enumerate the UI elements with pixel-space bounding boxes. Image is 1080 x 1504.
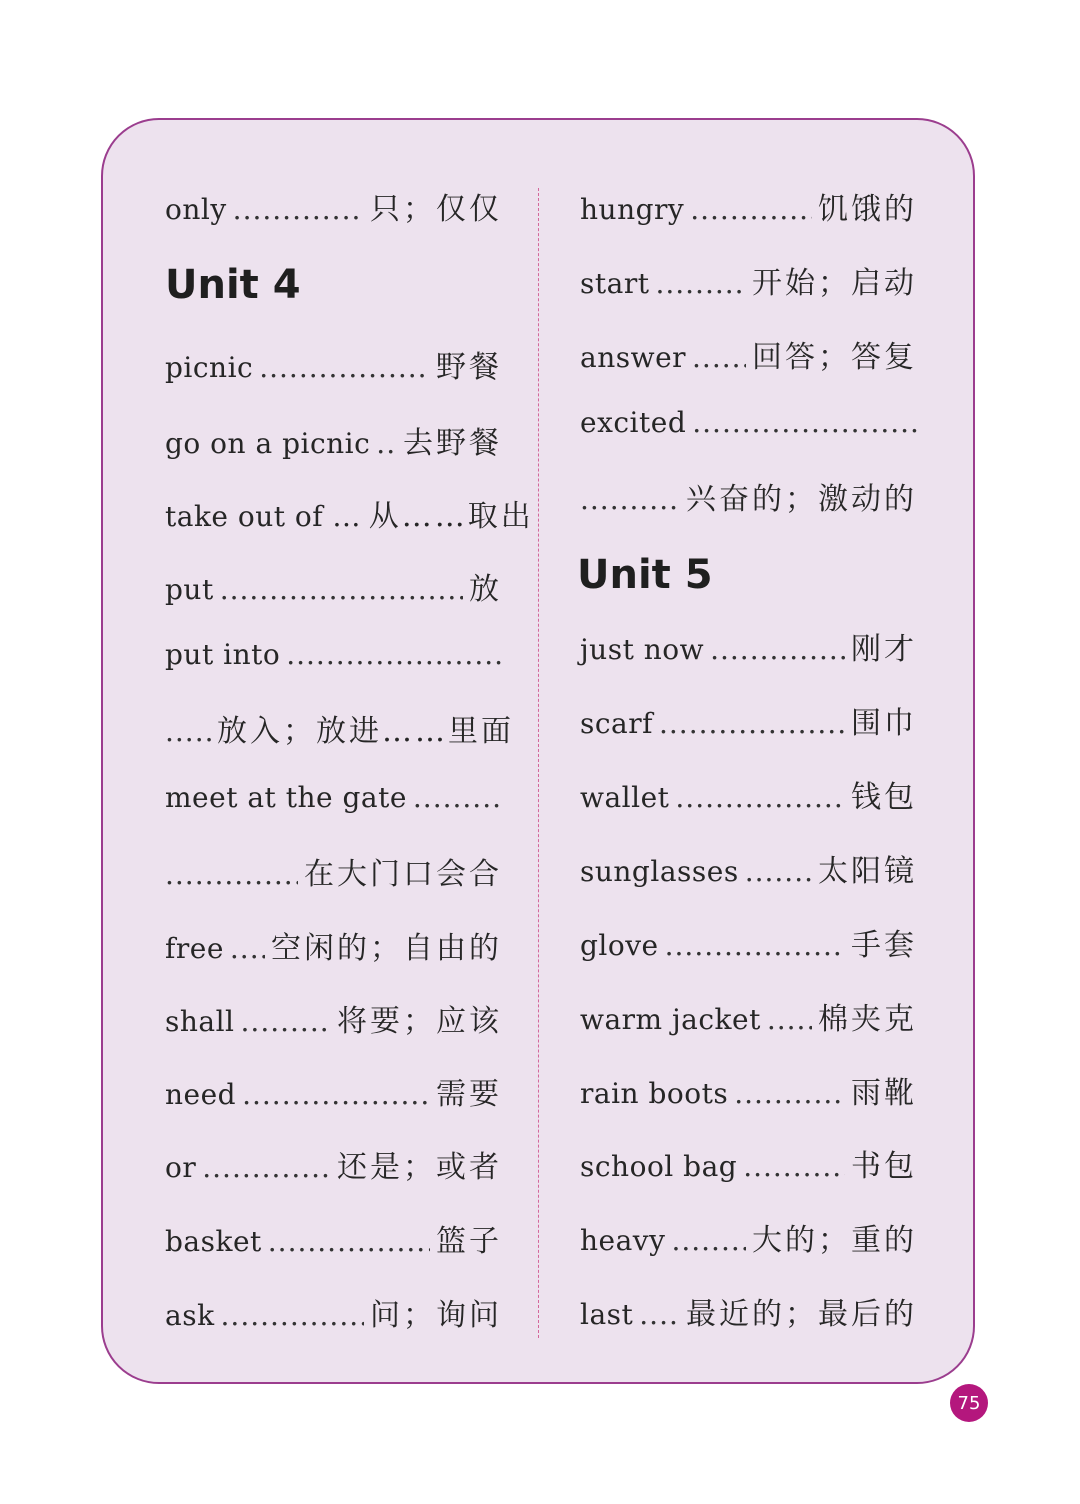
entry-chinese: 手套 bbox=[851, 928, 917, 963]
entry-chinese: 还是；或者 bbox=[337, 1150, 502, 1185]
entry-english: only bbox=[165, 193, 227, 226]
vocab-entry-continued bbox=[580, 474, 917, 518]
leader-dots bbox=[165, 715, 211, 748]
entry-chinese: 去野餐 bbox=[403, 426, 502, 461]
vocab-entry bbox=[165, 564, 502, 608]
entry-english: hungry bbox=[580, 193, 685, 226]
entry-english: put bbox=[165, 573, 214, 606]
entry-chinese: 在大门口会合 bbox=[304, 857, 502, 892]
leader-dots bbox=[659, 707, 845, 740]
unit-heading: Unit 5 bbox=[577, 552, 713, 598]
entry-english: ask bbox=[165, 1299, 215, 1332]
entry-chinese: 问；询问 bbox=[370, 1298, 502, 1333]
leader-dots bbox=[165, 858, 298, 891]
leader-dots bbox=[202, 1151, 331, 1184]
entry-english: scarf bbox=[580, 707, 653, 740]
leader-dots bbox=[671, 1224, 746, 1257]
entry-english: put into bbox=[165, 638, 281, 671]
leader-dots bbox=[268, 1225, 430, 1258]
vocab-entry bbox=[580, 184, 917, 228]
vocab-entry bbox=[165, 491, 534, 535]
entry-chinese: 放 bbox=[469, 572, 502, 607]
entry-chinese: 大的；重的 bbox=[752, 1223, 917, 1258]
entry-english: need bbox=[165, 1078, 237, 1111]
vocab-entry bbox=[580, 920, 917, 964]
vocab-entry bbox=[165, 996, 502, 1040]
entry-chinese: 雨靴 bbox=[851, 1076, 917, 1111]
leader-dots bbox=[655, 267, 746, 300]
vocab-entry bbox=[165, 418, 502, 462]
vocab-entry bbox=[580, 994, 917, 1038]
vocab-entry bbox=[165, 1142, 502, 1186]
entry-english: start bbox=[580, 267, 650, 300]
vocab-entry bbox=[580, 258, 917, 302]
entry-english: wallet bbox=[580, 781, 670, 814]
entry-chinese: 开始；启动 bbox=[752, 266, 917, 301]
vocab-entry bbox=[580, 332, 917, 376]
leader-dots bbox=[233, 193, 364, 226]
vocab-entry bbox=[580, 1289, 917, 1333]
entry-english: warm jacket bbox=[580, 1003, 761, 1036]
leader-dots bbox=[230, 932, 265, 965]
unit-heading: Unit 4 bbox=[165, 262, 301, 308]
leader-dots bbox=[413, 781, 502, 814]
leader-dots bbox=[665, 929, 845, 962]
leader-dots bbox=[690, 193, 812, 226]
entry-chinese: 篮子 bbox=[436, 1224, 502, 1259]
leader-dots bbox=[692, 406, 917, 439]
leader-dots bbox=[692, 341, 746, 374]
vocab-entry bbox=[165, 1069, 502, 1113]
entry-english: just now bbox=[580, 633, 705, 666]
leader-dots bbox=[259, 351, 430, 384]
vocab-entry bbox=[165, 638, 502, 682]
entry-english: or bbox=[165, 1151, 197, 1184]
entry-chinese: 刚才 bbox=[851, 632, 917, 667]
leader-dots bbox=[221, 1299, 364, 1332]
entry-chinese: 围巾 bbox=[851, 706, 917, 741]
entry-chinese: 回答；答复 bbox=[752, 340, 917, 375]
entry-chinese: 需要 bbox=[436, 1077, 502, 1112]
entry-chinese: 从……取出 bbox=[368, 499, 534, 534]
entry-chinese: 将要；应该 bbox=[337, 1004, 502, 1039]
leader-dots bbox=[286, 638, 502, 671]
entry-chinese: 野餐 bbox=[436, 350, 502, 385]
entry-chinese: 太阳镜 bbox=[818, 854, 917, 889]
leader-dots bbox=[639, 1298, 680, 1331]
entry-english: rain boots bbox=[580, 1077, 729, 1110]
entry-english: glove bbox=[580, 929, 659, 962]
entry-english: shall bbox=[165, 1005, 235, 1038]
leader-dots bbox=[743, 1150, 845, 1183]
leader-dots bbox=[376, 427, 397, 460]
vocab-entry bbox=[580, 846, 917, 890]
leader-dots bbox=[220, 573, 463, 606]
vocab-entry bbox=[580, 772, 917, 816]
leader-dots bbox=[675, 781, 845, 814]
vocab-entry bbox=[580, 406, 917, 450]
leader-dots bbox=[710, 633, 845, 666]
vocab-entry bbox=[580, 1068, 917, 1112]
vocab-entry bbox=[165, 342, 502, 386]
entry-chinese: 空闲的；自由的 bbox=[271, 931, 502, 966]
leader-dots bbox=[241, 1005, 331, 1038]
entry-english: basket bbox=[165, 1225, 262, 1258]
entry-english: go on a picnic bbox=[165, 427, 371, 460]
vocab-entry bbox=[165, 1216, 502, 1260]
entry-english: excited bbox=[580, 406, 687, 439]
entry-chinese: 只；仅仅 bbox=[370, 192, 502, 227]
entry-english: last bbox=[580, 1298, 634, 1331]
vocab-entry bbox=[165, 781, 502, 825]
vocab-entry bbox=[580, 698, 917, 742]
leader-dots bbox=[745, 855, 812, 888]
entry-english: take out of ... bbox=[165, 500, 361, 533]
leader-dots bbox=[580, 483, 680, 516]
vocab-entry bbox=[580, 1141, 917, 1185]
entry-english: answer bbox=[580, 341, 687, 374]
vocab-entry bbox=[165, 1290, 502, 1334]
vocab-entry-continued bbox=[165, 849, 502, 893]
entry-english: heavy bbox=[580, 1224, 666, 1257]
page-number-badge: 75 bbox=[950, 1384, 988, 1422]
leader-dots bbox=[242, 1078, 430, 1111]
vocab-entry bbox=[165, 184, 502, 228]
entry-chinese: 最近的；最后的 bbox=[686, 1297, 917, 1332]
column-divider bbox=[538, 188, 539, 1338]
entry-english: sunglasses bbox=[580, 855, 739, 888]
entry-chinese: 钱包 bbox=[851, 780, 917, 815]
entry-chinese: 兴奋的；激动的 bbox=[686, 482, 917, 517]
leader-dots bbox=[767, 1003, 812, 1036]
entry-english: meet at the gate bbox=[165, 781, 407, 814]
entry-english: picnic bbox=[165, 351, 254, 384]
entry-chinese: 书包 bbox=[851, 1149, 917, 1184]
leader-dots bbox=[734, 1077, 845, 1110]
entry-chinese: 放入；放进……里面 bbox=[217, 714, 514, 749]
entry-chinese: 棉夹克 bbox=[818, 1002, 917, 1037]
entry-english: free bbox=[165, 932, 224, 965]
vocab-entry bbox=[580, 1215, 917, 1259]
entry-chinese: 饥饿的 bbox=[818, 192, 917, 227]
vocab-entry bbox=[580, 624, 917, 668]
vocab-entry-continued bbox=[165, 706, 514, 750]
vocab-entry bbox=[165, 923, 502, 967]
entry-english: school bag bbox=[580, 1150, 738, 1183]
